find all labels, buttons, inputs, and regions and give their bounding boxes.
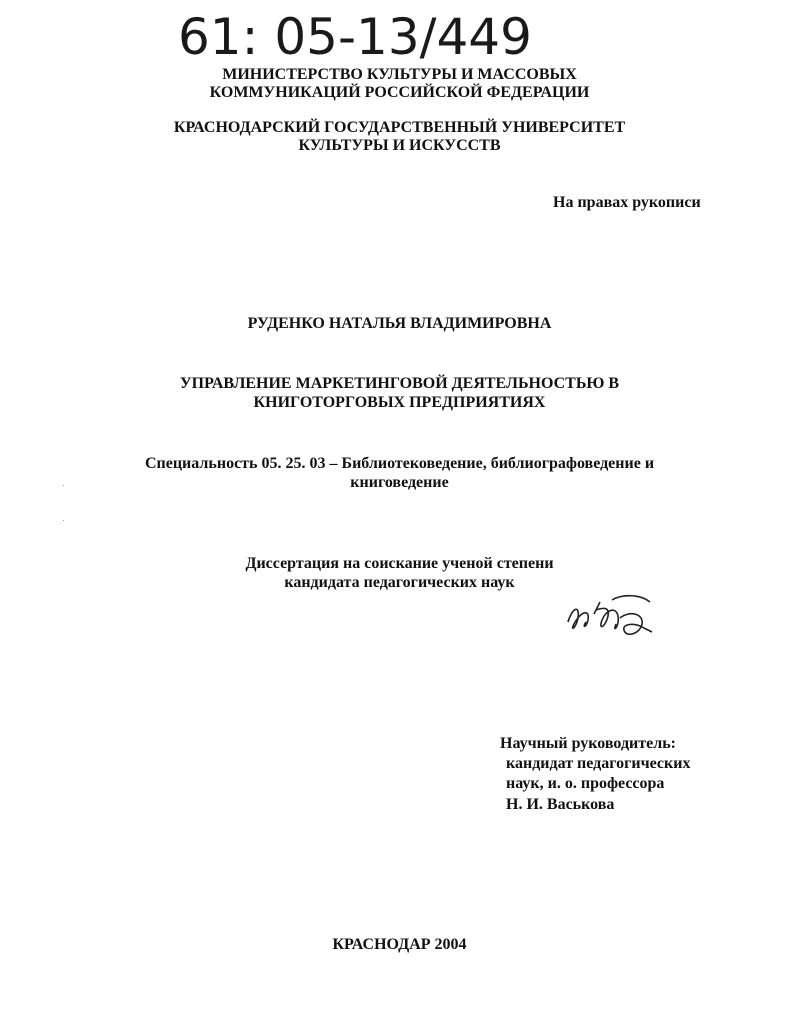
- manuscript-rights: На правах рукописи: [553, 194, 701, 211]
- university-line-1: КРАСНОДАРСКИЙ ГОСУДАРСТВЕННЫЙ УНИВЕРСИТЕТ: [173, 119, 626, 136]
- supervisor-degree-line-2: наук, и. о. профессора: [506, 775, 665, 792]
- specialty-line-1: Специальность 05. 25. 03 – Библиотековедение, библиографоведение и: [144, 455, 655, 472]
- supervisor-name: Н. И. Васькова: [506, 796, 615, 813]
- archive-number-text: 61: 05-13/449: [178, 8, 532, 66]
- dissertation-title-line-1: УПРАВЛЕНИЕ МАРКЕТИНГОВОЙ ДЕЯТЕЛЬНОСТЬЮ В: [179, 375, 620, 392]
- dissertation-title-line-2: КНИГОТОРГОВЫХ ПРЕДПРИЯТИЯХ: [253, 394, 546, 411]
- scan-speck: [63, 520, 64, 521]
- scan-speck: [63, 485, 64, 486]
- specialty-line-2: книговедение: [350, 474, 449, 491]
- signature-scribble: [560, 588, 660, 648]
- ministry-line-2: КОММУНИКАЦИЙ РОССИЙСКОЙ ФЕДЕРАЦИИ: [209, 84, 590, 101]
- supervisor-heading: Научный руководитель:: [500, 735, 676, 752]
- handwritten-archive-number: [178, 4, 568, 68]
- dissertation-degree-line-1: Диссертация на соискание ученой степени: [245, 555, 554, 572]
- dissertation-degree-line-2: кандидата педагогических наук: [284, 574, 515, 591]
- author-name: РУДЕНКО НАТАЛЬЯ ВЛАДИМИРОВНА: [247, 315, 552, 332]
- supervisor-degree-line-1: кандидат педагогических: [506, 755, 691, 772]
- university-line-2: КУЛЬТУРЫ И ИСКУССТВ: [298, 137, 501, 154]
- place-and-year: КРАСНОДАР 2004: [332, 936, 467, 953]
- ministry-line-1: МИНИСТЕРСТВО КУЛЬТУРЫ И МАССОВЫХ: [222, 66, 577, 83]
